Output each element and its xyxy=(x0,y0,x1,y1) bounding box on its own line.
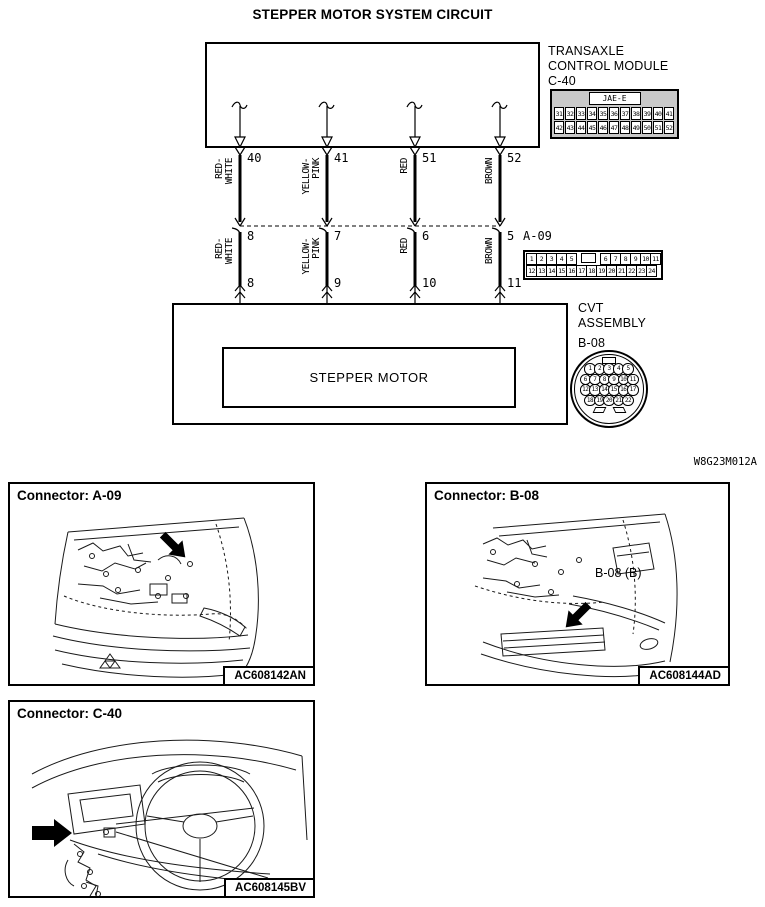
a09-pin-row1-left xyxy=(526,253,576,265)
wire-color-label xyxy=(461,158,495,224)
wire-color-label xyxy=(376,158,410,224)
pin-cell: 1 xyxy=(584,363,596,375)
pin-cell: 6 xyxy=(580,374,592,386)
pin-cell: 18 xyxy=(586,265,597,277)
pin-cell: 16 xyxy=(566,265,577,277)
pin-cell: 21 xyxy=(613,395,625,407)
pin-cell: 45 xyxy=(587,121,597,134)
a09-pin-row2 xyxy=(526,265,660,277)
b08-pin-row xyxy=(585,395,633,407)
pin-cell: 13 xyxy=(536,265,547,277)
pin-cell: 16 xyxy=(618,384,630,396)
wire-color-line: RED- xyxy=(214,238,225,259)
wire-color-line: YELLOW- xyxy=(301,158,312,195)
pin-cell: 17 xyxy=(627,384,639,396)
tcm-name-line: TRANSAXLE xyxy=(548,44,625,58)
tcm-name-line: C-40 xyxy=(548,74,576,88)
wire-color-label xyxy=(201,158,235,224)
wire-color-line: RED xyxy=(399,158,410,174)
b08-bottom-keys xyxy=(594,407,625,413)
pin-cell: 12 xyxy=(526,265,537,277)
b08-connector-face xyxy=(574,354,644,424)
cvt-name-line: CVT xyxy=(578,301,604,315)
pin-cell: 17 xyxy=(576,265,587,277)
pin-cell: 11 xyxy=(650,253,661,265)
pin-cell: 8 xyxy=(620,253,631,265)
pin-cell: 2 xyxy=(536,253,547,265)
illustration-code: AC608142AN xyxy=(223,666,313,684)
pin-cell: 3 xyxy=(603,363,615,375)
pin-cell: 8 xyxy=(599,374,611,386)
panel-title: Connector: B-08 xyxy=(434,488,540,503)
pin-cell: 41 xyxy=(664,107,674,120)
cvt-name-line: ASSEMBLY xyxy=(578,316,647,330)
tcm-connector-code-tab: JAE-E xyxy=(589,92,641,105)
wire-color-line: BROWN xyxy=(484,238,495,265)
wire-color-line: RED- xyxy=(214,158,225,179)
pin-cell: 33 xyxy=(576,107,586,120)
wire-color-label xyxy=(461,238,495,300)
stepper-motor-box xyxy=(222,347,516,408)
pin-cell: 39 xyxy=(642,107,652,120)
a09-pin-in: 8 xyxy=(247,229,255,243)
connector-b08-panel xyxy=(425,482,730,686)
pin-cell: 23 xyxy=(636,265,647,277)
pin-cell: 20 xyxy=(603,395,615,407)
connector-a09-panel xyxy=(8,482,315,686)
pin-cell: 46 xyxy=(598,121,608,134)
pin-cell: 34 xyxy=(587,107,597,120)
pin-cell: 19 xyxy=(596,265,607,277)
pin-cell: 7 xyxy=(589,374,601,386)
b08-location-callout: B-08 (B) xyxy=(595,566,642,580)
pin-cell: 14 xyxy=(546,265,557,277)
pin-cell: 24 xyxy=(646,265,657,277)
tcm-name-line: CONTROL MODULE xyxy=(548,59,669,73)
pin-cell: 31 xyxy=(554,107,564,120)
pin-cell: 22 xyxy=(622,395,634,407)
panel-title: Connector: A-09 xyxy=(17,488,122,503)
pin-cell: 36 xyxy=(609,107,619,120)
b08-connector-label: B-08 xyxy=(578,336,606,350)
pin-cell: 9 xyxy=(608,374,620,386)
pin-cell: 42 xyxy=(554,121,564,134)
wire-color-label xyxy=(288,158,322,224)
stepper-motor-label: STEPPER MOTOR xyxy=(309,370,429,385)
pin-cell: 21 xyxy=(616,265,627,277)
pin-cell: 40 xyxy=(653,107,663,120)
a09-pin-in: 7 xyxy=(334,229,342,243)
a09-lock-tab xyxy=(581,253,596,263)
pin-cell: 6 xyxy=(600,253,611,265)
pin-cell: 1 xyxy=(526,253,537,265)
tcm-pin-number: 40 xyxy=(247,151,262,165)
a09-pin-row1-right xyxy=(600,253,660,265)
wire-color-line: BROWN xyxy=(484,158,495,185)
tcm-pin-number: 52 xyxy=(507,151,522,165)
pin-cell: 38 xyxy=(631,107,641,120)
panel-title: Connector: C-40 xyxy=(17,706,123,721)
a09-pin-in: 6 xyxy=(422,229,430,243)
b08-pin-number: 8 xyxy=(247,276,255,290)
pin-cell: 22 xyxy=(626,265,637,277)
pin-cell: 7 xyxy=(610,253,621,265)
pin-cell: 15 xyxy=(608,384,620,396)
pin-cell: 18 xyxy=(584,395,596,407)
pin-cell: 19 xyxy=(594,395,606,407)
pin-cell: 20 xyxy=(606,265,617,277)
illustration-code: AC608144AD xyxy=(638,666,728,684)
pin-cell: 2 xyxy=(594,363,606,375)
a09-connector-pinout xyxy=(523,250,663,280)
a09-connector-label: A-09 xyxy=(523,229,552,243)
location-arrow xyxy=(32,819,72,847)
page-title: STEPPER MOTOR SYSTEM CIRCUIT xyxy=(252,7,493,22)
engine-bay-illustration-a09 xyxy=(10,484,313,684)
pin-cell: 5 xyxy=(566,253,577,265)
dashboard-illustration-c40 xyxy=(10,702,313,896)
pin-cell: 13 xyxy=(589,384,601,396)
wire-color-label xyxy=(376,238,410,300)
pin-cell: 32 xyxy=(565,107,575,120)
pin-cell: 47 xyxy=(609,121,619,134)
pin-cell: 52 xyxy=(664,121,674,134)
wire-color-line: WHITE xyxy=(224,158,235,185)
pin-cell: 10 xyxy=(640,253,651,265)
cvt-name xyxy=(578,301,646,331)
pin-cell: 11 xyxy=(627,374,639,386)
wire-color-label xyxy=(201,238,235,300)
a09-pin-in: 5 xyxy=(507,229,515,243)
pin-cell: 49 xyxy=(631,121,641,134)
engine-bay-illustration-b08 xyxy=(427,484,728,684)
pin-cell: 15 xyxy=(556,265,567,277)
pin-cell: 35 xyxy=(598,107,608,120)
pin-cell: 10 xyxy=(618,374,630,386)
wire-color-label xyxy=(288,238,322,300)
pin-cell: 12 xyxy=(580,384,592,396)
pin-cell: 51 xyxy=(653,121,663,134)
connector-c40-panel xyxy=(8,700,315,898)
pin-cell: 14 xyxy=(599,384,611,396)
tcm-pin-number: 41 xyxy=(334,151,349,165)
pin-cell: 37 xyxy=(620,107,630,120)
pin-cell: 50 xyxy=(642,121,652,134)
b08-connector-diagram xyxy=(570,350,648,428)
pin-cell: 43 xyxy=(565,121,575,134)
illustration-code: AC608145BV xyxy=(224,878,313,896)
pin-cell: 4 xyxy=(613,363,625,375)
b08-pin-number: 9 xyxy=(334,276,342,290)
pin-cell: 44 xyxy=(576,121,586,134)
wire-color-line: RED xyxy=(399,238,410,254)
a09-connector-housing xyxy=(523,250,663,280)
b08-pin-number: 10 xyxy=(422,276,437,290)
b08-pin-number: 11 xyxy=(507,276,522,290)
tcm-pin-number: 51 xyxy=(422,151,437,165)
wire-color-line: WHITE xyxy=(224,238,235,265)
wire-color-line: YELLOW- xyxy=(301,238,312,275)
wire-color-line: PINK xyxy=(311,158,322,179)
a09-keyway xyxy=(576,253,600,265)
pin-cell: 48 xyxy=(620,121,630,134)
pin-cell: 4 xyxy=(556,253,567,265)
pin-cell: 5 xyxy=(622,363,634,375)
wire-color-line: PINK xyxy=(311,238,322,259)
figure-ref-code: W8G23M012A xyxy=(693,456,757,468)
pin-cell: 9 xyxy=(630,253,641,265)
pin-cell: 3 xyxy=(546,253,557,265)
